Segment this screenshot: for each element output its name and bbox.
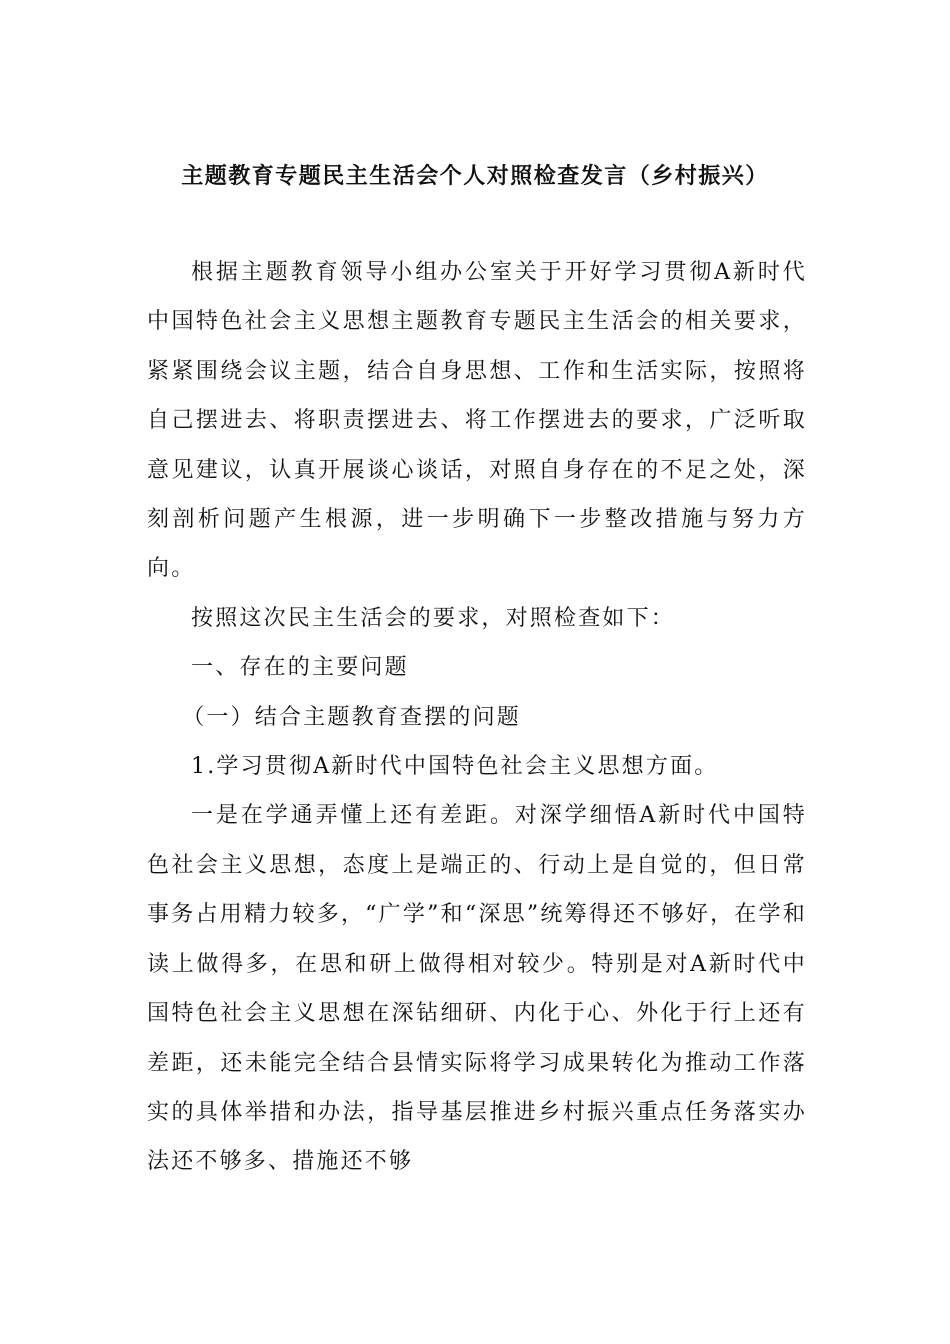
- heading-item-one: 1.学习贯彻A新时代中国特色社会主义思想方面。: [191, 754, 719, 780]
- document-body: [147, 248, 807, 1187]
- heading-subsection-one: （一）结合主题教育查摆的问题: [182, 704, 521, 730]
- paragraph-lead-in: 按照这次民主生活会的要求，对照检查如下：: [191, 605, 676, 631]
- paragraph-point-one: 一是在学通弄懂上还有差距。对深学细悟A新时代中国特色社会主义思想，态度上是端正的、行动上是自觉的，但日常事务占用精力较多，“广学”和“深思”统筹得还不够好，在学和读上做得多，在思和研上做得相对较少。特别是对A新时代中国特色社会主义思想在深钻细研、内化于心、外化于行上还有差距，还未能完全结合县情实际将学习成果转化为推动工作落实的具体举措和办法，指导基层推进乡村振兴重点任务落实办法还不够多、措施还不够: [147, 803, 807, 1175]
- heading-main-problems: 一、存在的主要问题: [191, 655, 409, 681]
- document-title: 主题教育专题民主生活会个人对照检查发言（乡村振兴）: [181, 163, 769, 189]
- paragraph-intro: 根据主题教育领导小组办公室关于开好学习贯彻A新时代中国特色社会主义思想主题教育专题民主生活会的相关要求，紧紧围绕会议主题，结合自身思想、工作和生活实际，按照将自己摆进去、将职责摆进去、将工作摆进去的要求，广泛听取意见建议，认真开展谈心谈话，对照自身存在的不足之处，深刻剖析问题产生根源，进一步明确下一步整改措施与努力方向。: [147, 260, 807, 582]
